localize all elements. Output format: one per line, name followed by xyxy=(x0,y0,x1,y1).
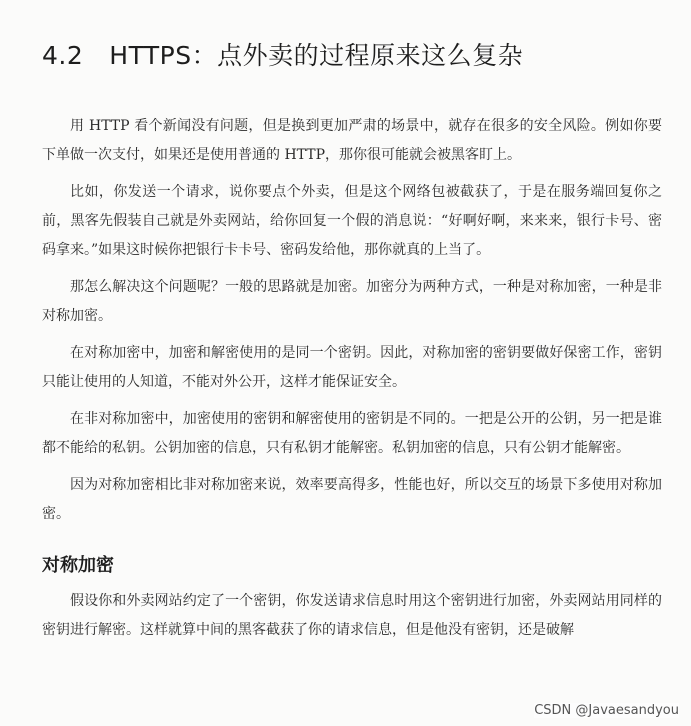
chapter-title: HTTPS：点外卖的过程原来这么复杂 xyxy=(109,41,524,70)
paragraph-1: 用 HTTP 看个新闻没有问题，但是换到更加严肃的场景中，就存在很多的安全风险。例如你要下单做一次支付，如果还是使用普通的 HTTP，那你很可能就会被黑客盯上。 xyxy=(42,118,662,163)
paragraph-2: 比如，你发送一个请求，说你要点个外卖，但是这个网络包被截获了，于是在服务端回复你之前，黑客先假装自己就是外卖网站，给你回复一个假的消息说：“好啊好啊，来来来，银行卡号、密码拿来。”如果这时候你把银行卡卡号、密码发给他，那你就真的上当了。 xyxy=(42,184,662,258)
paragraph-6: 因为对称加密相比非对称加密来说，效率要高得多，性能也好，所以交互的场景下多使用对称加密。 xyxy=(42,477,662,522)
csdn-watermark: CSDN @Javaesandyou xyxy=(534,703,679,718)
section-heading: 对称加密 xyxy=(42,555,114,576)
chapter-number: 4.2 xyxy=(42,41,84,70)
section-paragraph: 假设你和外卖网站约定了一个密钥，你发送请求信息时用这个密钥进行加密，外卖网站用同样的密钥进行解密。这样就算中间的黑客截获了你的请求信息，但是他没有密钥，还是破解 xyxy=(42,593,662,638)
paragraph-3: 那怎么解决这个问题呢？一般的思路就是加密。加密分为两种方式，一种是对称加密，一种是非对称加密。 xyxy=(42,279,662,324)
paragraph-4: 在对称加密中，加密和解密使用的是同一个密钥。因此，对称加密的密钥要做好保密工作，密钥只能让使用的人知道，不能对外公开，这样才能保证安全。 xyxy=(42,345,662,390)
chapter-heading xyxy=(42,36,667,72)
paragraph-5: 在非对称加密中，加密使用的密钥和解密使用的密钥是不同的。一把是公开的公钥，另一把是谁都不能给的私钥。公钥加密的信息，只有私钥才能解密。私钥加密的信息，只有公钥才能解密。 xyxy=(42,411,662,456)
